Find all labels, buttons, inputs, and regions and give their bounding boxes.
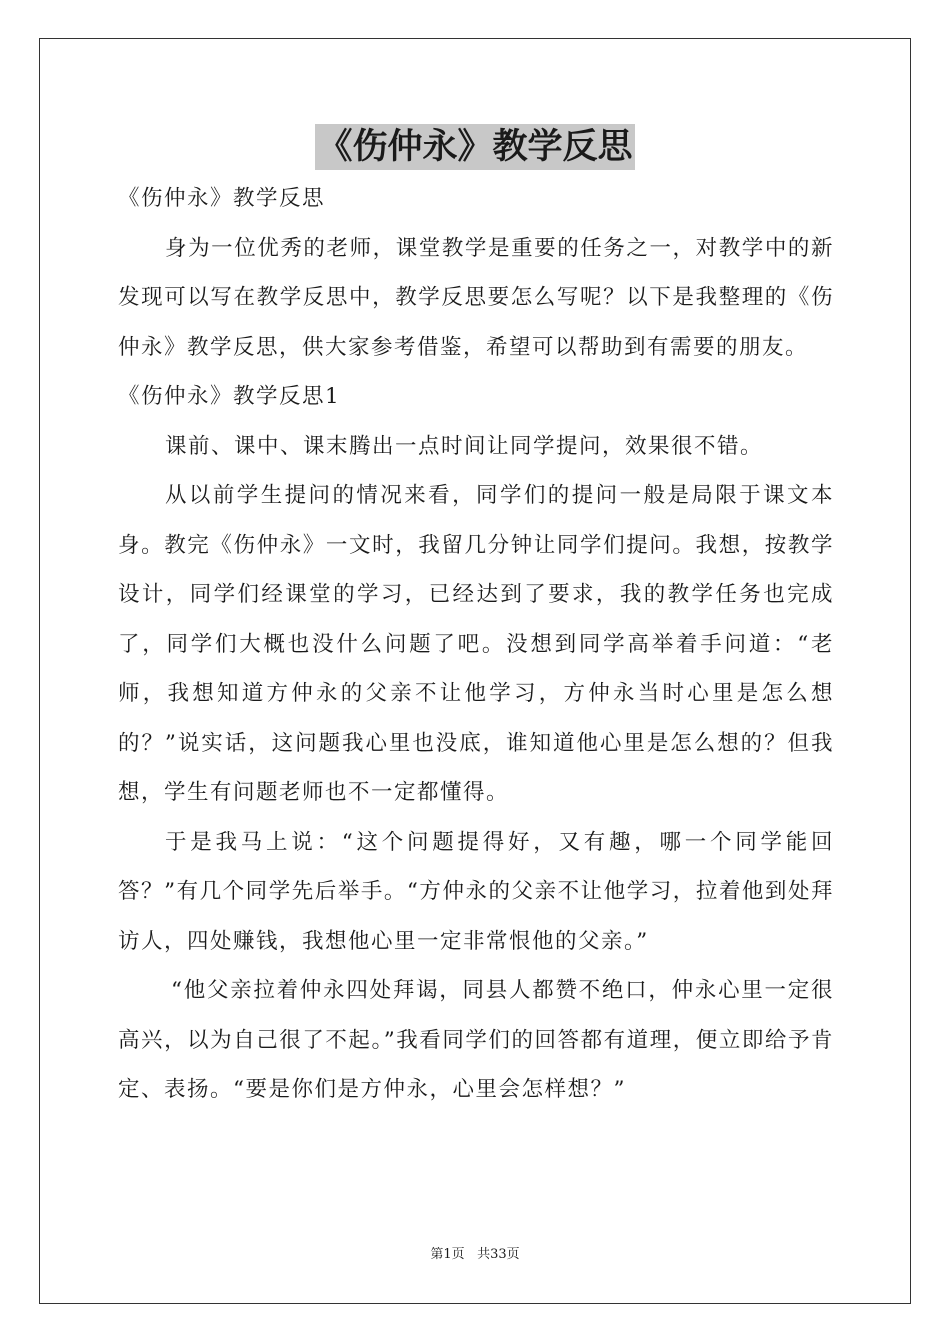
subtitle-line: 《伤仲永》教学反思 xyxy=(118,186,326,211)
page-number: 第1页 xyxy=(430,1247,465,1262)
document-title: 《伤仲永》教学反思 xyxy=(315,124,634,170)
body-paragraph: “他父亲拉着仲永四处拜谒，同县人都赞不绝口，仲永心里一定很高兴，以为自己很了不起。”我看同学们的回答都有道理，便立即给予肯定、表扬。“要是你们是方仲永，心里会怎样想？” xyxy=(118,978,834,1102)
section-heading: 《伤仲永》教学反思1 xyxy=(118,384,341,409)
title-container xyxy=(0,124,950,170)
body-paragraph: 课前、课中、课末腾出一点时间让同学提问，效果很不错。 xyxy=(165,433,764,459)
intro-paragraph: 身为一位优秀的老师，课堂教学是重要的任务之一，对教学中的新发现可以写在教学反思中，教学反思要怎么写呢？以下是我整理的《伤仲永》教学反思，供大家参考借鉴，希望可以帮助到有需要的朋友。 xyxy=(118,235,834,360)
page-total: 共33页 xyxy=(477,1247,520,1262)
body-paragraph: 从以前学生提问的情况来看，同学们的提问一般是局限于课文本身。教完《伤仲永》一文时，我留几分钟让同学们提问。我想，按教学设计，同学们经课堂的学习，已经达到了要求，我的教学任务也完成了，同学们大概也没什么问题了吧。没想到同学高举着手问道：“老师，我想知道方仲永的父亲不让他学习，方仲永当时心里是怎么想的？”说实话，这问题我心里也没底，谁知道他心里是怎么想的？但我想，学生有问题老师也不一定都懂得。 xyxy=(118,483,834,805)
document-body xyxy=(118,174,834,1115)
page-footer xyxy=(0,1246,950,1264)
body-paragraph: 于是我马上说：“这个问题提得好，又有趣，哪一个同学能回答？”有几个同学先后举手。“方仲永的父亲不让他学习，拉着他到处拜访人，四处赚钱，我想他心里一定非常恨他的父亲。” xyxy=(118,829,834,954)
